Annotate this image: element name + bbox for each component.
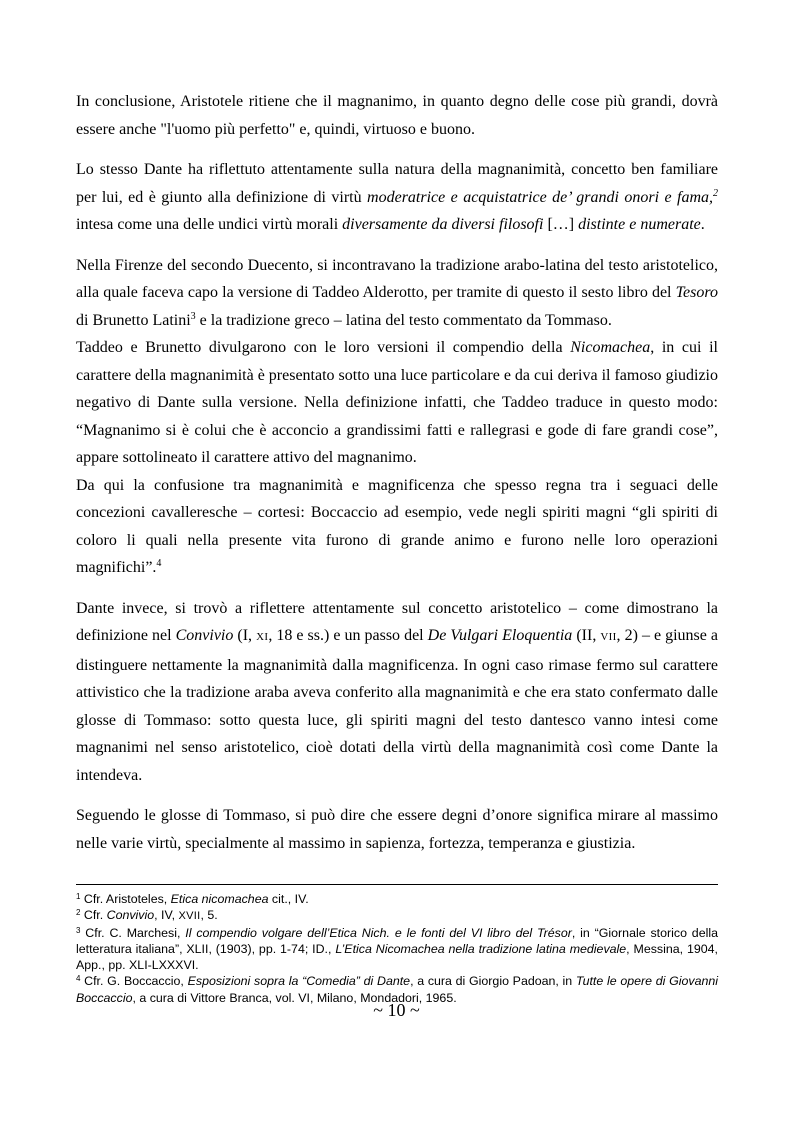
footnote-ref: 3 [76,925,81,935]
text-run: , a cura di Giorgio Padoan, in [410,974,576,989]
paragraph [76,472,718,582]
text-run: In conclusione, Aristotele ritiene che il magnanimo, in quanto degno delle cose più grandi, dovrà essere anche "l'uomo più perfetto" e, quindi, virtuoso e buono. [76,93,718,138]
text-run: , 18 e ss.) e un passo del [268,627,428,644]
footnote-ref: 4 [76,974,81,984]
text-run: Seguendo le glosse di Tommaso, si può dire che essere degni d’onore significa mirare al massimo nelle varie virtù, specialmente al massimo in sapienza, fortezza, temperanza e giustizia. [76,807,718,852]
text-run: cit., IV. [268,892,309,906]
italic-text: Tesoro [675,284,718,301]
text-run: , Messina, 1904, App., pp. XLI-LXXXVI. [76,941,718,973]
footnote [76,891,718,907]
text-run: , 5. [200,908,218,923]
italic-text: Tutte le opere di Giovanni Boccaccio [76,974,718,1005]
paragraph [76,156,718,239]
text-run: di Brunetto Latini [76,311,191,329]
footnote [76,907,718,924]
text-run: (II, [572,627,601,644]
text-run: […] [543,216,579,233]
text-run: (I, [233,627,257,644]
italic-text: Convivio [175,627,234,644]
text-run: , in “Giornale storico della letteratura italiana”, XLII, (1903), pp. 1-74; ID., [76,925,718,956]
text-run: Dante invece, si trovò a riflettere attentamente sul concetto aristotelico – come dimostrano la definizione nel [76,599,718,644]
text-run: e la tradizione greco – latina del testo commentato da Tommaso. [195,311,612,329]
body-text [76,88,718,857]
italic-text: Esposizioni sopra la “Comedia” di Dante [187,974,411,989]
italic-text: L’Etica Nicomachea nella tradizione latina medievale [335,941,627,956]
text-run: Da qui la confusione tra magnanimità e magnificenza che spesso regna tra i seguaci delle concezioni cavalleresche – cortesi: Boccaccio ad esempio, vede negli spiriti magni “gli spiriti di coloro li quali nella presente vita furono di grande animo e furono nelle loro operazioni magnifichi”. [76,476,718,576]
text-run: , 2) – e giunse a distinguere nettamente la magnanimità dalla magnificenza. In ogni caso rimase fermo sul carattere attivistico che la tradizione araba aveva conferito alla magnanimità e che era stato confermato dalle glosse di Tommaso: sotto questa luce, gli spiriti magni del testo dantesco vanno intesi come magnanimi nel senso aristotelico, cioè dotati della virtù della magnanimità così come Dante la intendeva. [76,627,719,784]
italic-text: Il compendio volgare dell’Etica Nich. e le fonti del VI libro del Trésor [185,925,572,940]
footnote-ref: 2 [76,908,81,918]
text-run: , a cura di Vittore Branca, vol. VI, Milano, Mondadori, 1965. [132,990,457,1005]
text-run: Taddeo e Brunetto divulgarono con le loro versioni il compendio della [76,339,571,356]
italic-text: diversamente da diversi filosofi [342,216,544,233]
footnote [76,925,718,974]
text-run: intesa come una delle undici virtù morali [76,216,343,233]
italic-text: De Vulgari Eloquentia [427,627,573,644]
text-run: Lo stesso Dante ha riflettuto attentamente sulla natura della magnanimità, concetto ben familiare per lui, ed è giunto alla definizione di virtù [76,161,718,206]
text-run: Cfr. C. Marchesi, [80,925,186,940]
footnote-ref: 1 [76,892,81,901]
footnote-divider [76,884,718,885]
footnotes [76,891,718,1006]
italic-text: Convivio [106,908,155,923]
text-run: , IV, [154,908,179,923]
italic-text: Nicomachea [570,339,651,356]
footnote-ref: 3 [190,310,196,322]
footnote-ref: 2 [713,187,718,199]
page-number: ~ 10 ~ [373,1000,420,1020]
paragraph [76,802,718,857]
text-run: Cfr. G. Boccaccio, [80,974,188,989]
paragraph [76,252,718,335]
paragraph [76,595,718,790]
italic-text: distinte e numerate [578,216,701,233]
footnote-ref: 4 [156,558,162,569]
text-run: Cfr. [80,908,107,923]
italic-text: moderatrice e acquistatrice de’ grandi onori e fama, [367,188,713,206]
text-run: , in cui il carattere della magnanimità è presentato sotto una luce particolare e da cui deriva il famoso giudizio negativo di Dante sulla versione. Nella definizione infatti, che Taddeo traduce in questo modo: “Magnanimo si è colui che è acconcio a grandissimi fatti e rallegrasi e gode di fare grandi cose”, appare sottolineato il carattere attivo del magnanimo. [76,339,718,466]
roman-numeral: XVII [178,910,201,923]
text-run: Nella Firenze del secondo Duecento, si incontravano la tradizione arabo-latina del testo aristotelico, alla quale faceva capo la versione di Taddeo Alderotto, per tramite di questo il sesto libro del [76,256,718,301]
italic-text: Etica nicomachea [170,892,269,906]
paragraph [76,88,718,143]
roman-numeral: VII [600,631,617,643]
text-run: Cfr. Aristoteles, [80,892,171,906]
paragraph [76,334,718,472]
roman-numeral: XI [256,631,269,643]
text-run: . [700,216,705,233]
